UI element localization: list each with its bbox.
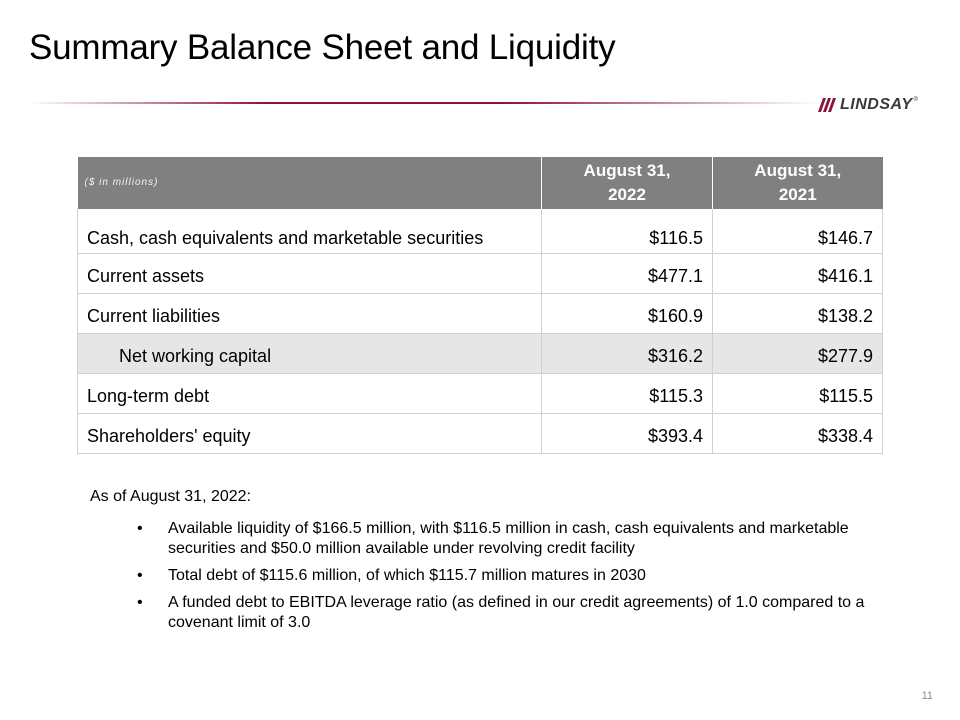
list-item (90, 566, 890, 586)
table-row-subtotal (78, 333, 883, 373)
row-label: Shareholders' equity (78, 413, 542, 453)
column-header-2022 (542, 157, 713, 209)
value-2022: $115.3 (542, 373, 713, 413)
value-2021: $115.5 (713, 373, 883, 413)
row-label: Current assets (78, 253, 542, 293)
row-label: Long-term debt (78, 373, 542, 413)
row-label: Cash, cash equivalents and marketable securities (78, 209, 542, 253)
value-2022: $393.4 (542, 413, 713, 453)
column-header-line2: 2021 (778, 185, 817, 204)
value-2021: $138.2 (713, 293, 883, 333)
company-logo (818, 96, 918, 114)
list-item (90, 593, 890, 633)
list-item (90, 519, 890, 559)
logo-wordmark: LINDSAY (840, 96, 913, 113)
bullet-icon: • (137, 567, 143, 584)
column-header-line1: August 31, (583, 161, 671, 180)
bullet-text: A funded debt to EBITDA leverage ratio (as defined in our credit agreements) of 1.0 compared to a covenant limit of 3.0 (168, 594, 865, 631)
balance-sheet-table (77, 157, 883, 454)
title-divider (29, 102, 819, 104)
bullet-text: Total debt of $115.6 million, of which $115.7 million matures in 2030 (168, 567, 646, 584)
row-label: Current liabilities (78, 293, 542, 333)
column-header-line1: August 31, (754, 161, 842, 180)
bullet-icon: • (137, 520, 143, 537)
table-row (78, 413, 883, 453)
table-row (78, 253, 883, 293)
value-2021: $277.9 (713, 333, 883, 373)
notes-lead: As of August 31, 2022: (90, 488, 252, 505)
value-2021: $338.4 (713, 413, 883, 453)
lindsay-logo-icon (818, 98, 838, 112)
bullet-text: Available liquidity of $166.5 million, with $116.5 million in cash, cash equivalents and marketable securities and $50.0 million available under revolving credit facility (168, 520, 849, 557)
page-number: 11 (921, 690, 933, 702)
column-header-line2: 2022 (608, 185, 646, 204)
units-label: ($ in millions) (78, 157, 542, 209)
value-2022: $316.2 (542, 333, 713, 373)
notes-bullet-list (90, 519, 890, 633)
row-label: Net working capital (78, 333, 542, 373)
value-2021: $416.1 (713, 253, 883, 293)
bullet-icon: • (137, 594, 143, 611)
table-header-row (78, 157, 883, 209)
value-2021: $146.7 (713, 209, 883, 253)
value-2022: $160.9 (542, 293, 713, 333)
value-2022: $477.1 (542, 253, 713, 293)
table-row (78, 209, 883, 253)
page-title: Summary Balance Sheet and Liquidity (29, 28, 616, 67)
table-row (78, 293, 883, 333)
column-header-2021 (713, 157, 883, 209)
liquidity-notes (90, 487, 890, 640)
balance-sheet-table-container (77, 157, 882, 454)
registered-mark: ® (913, 97, 918, 103)
value-2022: $116.5 (542, 209, 713, 253)
table-row (78, 373, 883, 413)
